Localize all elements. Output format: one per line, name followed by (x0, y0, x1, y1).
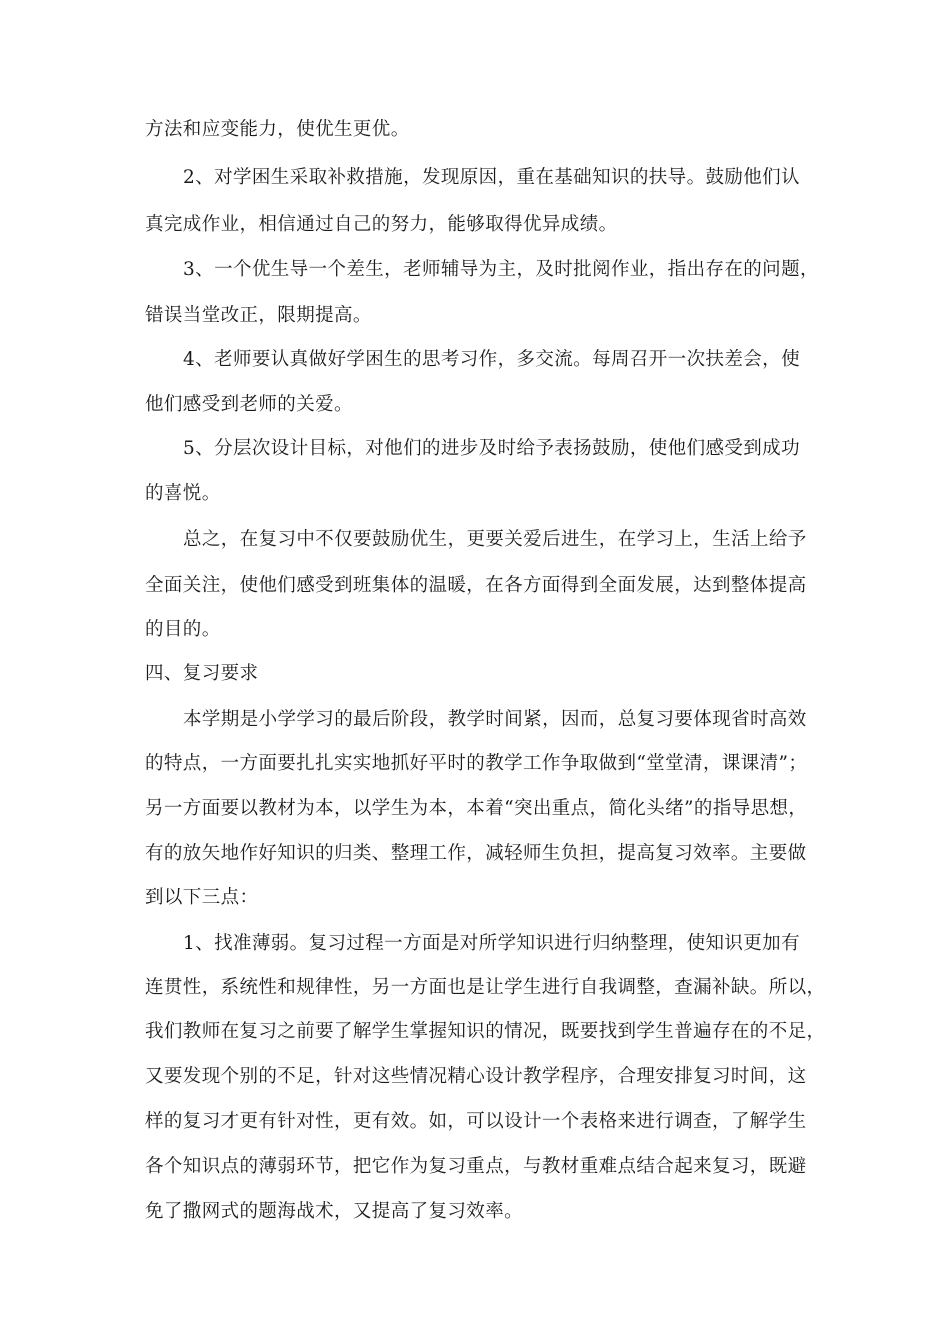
text-line: 全面关注，使他们感受到班集体的温暖，在各方面得到全面发展，达到整体提高 (145, 575, 807, 596)
text-line: 样的复习才更有针对性，更有效。如，可以设计一个表格来进行调查，了解学生 (145, 1111, 807, 1132)
text-line: 到以下三点： (145, 887, 259, 908)
text-line: 错误当堂改正，限期提高。 (145, 305, 372, 326)
text-line: 5、分层次设计目标，对他们的进步及时给予表扬鼓励，使他们感受到成功 (183, 438, 800, 459)
text-line: 免了撒网式的题海战术，又提高了复习效率。 (145, 1201, 524, 1222)
text-line: 各个知识点的薄弱环节，把它作为复习重点，与教材重难点结合起来复习，既避 (145, 1156, 807, 1177)
text-line: 的目的。 (145, 619, 221, 640)
text-line: 又要发现个别的不足，针对这些情况精心设计教学程序，合理安排复习时间，这 (145, 1066, 807, 1087)
text-line: 3、一个优生导一个差生，老师辅导为主，及时批阅作业，指出存在的问题， (183, 259, 819, 280)
text-line: 总之，在复习中不仅要鼓励优生，更要关爱后进生，在学习上，生活上给予 (183, 529, 807, 550)
text-line: 本学期是小学学习的最后阶段，教学时间紧，因而，总复习要体现省时高效 (183, 709, 807, 730)
section-heading: 四、复习要求 (145, 663, 259, 684)
text-line: 的特点，一方面要扎扎实实地抓好平时的教学工作争取做到“堂堂清，课课清”； (145, 753, 808, 774)
text-line: 真完成作业，相信通过自己的努力，能够取得优异成绩。 (145, 214, 618, 235)
text-line: 我们教师在复习之前要了解学生掌握知识的情况，既要找到学生普遍存在的不足， (145, 1021, 826, 1042)
text-line: 有的放矢地作好知识的归类、整理工作，减轻师生负担，提高复习效率。主要做 (145, 843, 807, 864)
text-line: 2、对学困生采取补救措施，发现原因，重在基础知识的扶导。鼓励他们认 (183, 167, 800, 188)
text-line: 方法和应变能力，使优生更优。 (145, 119, 410, 140)
text-line: 他们感受到老师的关爱。 (145, 394, 353, 415)
text-line: 连贯性，系统性和规律性，另一方面也是让学生进行自我调整，查漏补缺。所以， (145, 977, 826, 998)
text-line: 另一方面要以教材为本，以学生为本，本着“突出重点，简化头绪”的指导思想， (145, 798, 808, 819)
text-line: 1、找准薄弱。复习过程一方面是对所学知识进行归纳整理，使知识更加有 (183, 933, 800, 954)
text-line: 4、老师要认真做好学困生的思考习作，多交流。每周召开一次扶差会，使 (183, 349, 800, 370)
text-line: 的喜悦。 (145, 483, 221, 504)
